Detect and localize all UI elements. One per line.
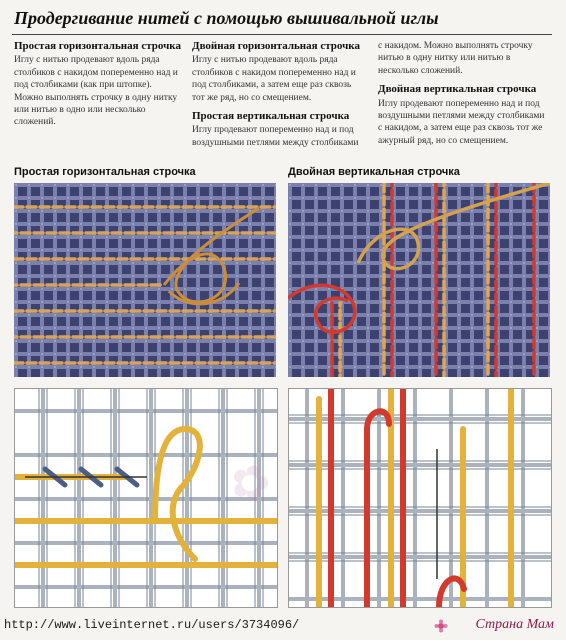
source-url[interactable]: http://www.liveinternet.ru/users/3734096/ bbox=[4, 618, 300, 632]
heading-simple-vertical: Простая вертикальная строчка bbox=[192, 110, 350, 123]
text-double-horizontal: Иглу с нитью продевают вдоль ряда столбиков с накидом попеременно над и под столбиками, а затем еще раз сквозь тот же ряд, но со смещением. bbox=[192, 55, 356, 103]
heading-double-vertical: Двойная вертикальная строчка bbox=[378, 83, 537, 96]
text-simple-vertical: Иглу продевают попеременно над и под воздушными петлями между столбиками bbox=[192, 125, 359, 148]
heading-double-horizontal: Двойная горизонтальная строчка bbox=[192, 40, 360, 52]
diagram-double-vertical bbox=[288, 388, 552, 608]
photo-simple-horizontal-image bbox=[14, 183, 276, 377]
diagram-simple-horizontal-image bbox=[15, 389, 277, 607]
text-column-1 bbox=[14, 40, 182, 135]
text-simple-horizontal: Иглу с нитью продевают вдоль ряда столбиков с накидом попеременно над и под столбиками (как при штопке). Можно выполнять строчку в одну нитку или нитью в одно или несколько сложений. bbox=[14, 55, 178, 128]
page-title: Продергивание нитей с помощью вышивальной иглы bbox=[14, 8, 439, 28]
brand-logo-text[interactable]: Страна Мам bbox=[475, 617, 554, 632]
title-divider bbox=[12, 34, 552, 35]
text-double-vertical: Иглу продевают попеременно над и под воздушными петлями между столбиками с накидом, а затем еще раз сквозь тот же ажурный ряд, но со смещением. bbox=[378, 98, 545, 146]
photo-simple-horizontal bbox=[14, 183, 276, 377]
flower-icon bbox=[434, 619, 448, 633]
caption-left: Простая горизонтальная строчка bbox=[14, 166, 196, 178]
heading-simple-horizontal: Простая горизонтальная строчка bbox=[14, 40, 181, 52]
photo-double-vertical bbox=[288, 183, 550, 377]
text-column-2 bbox=[192, 40, 364, 155]
caption-right: Двойная вертикальная строчка bbox=[288, 166, 460, 178]
diagram-simple-horizontal bbox=[14, 388, 278, 608]
diagram-double-vertical-image bbox=[289, 389, 551, 607]
photo-double-vertical-image bbox=[288, 183, 550, 377]
text-simple-vertical-continued: с накидом. Можно выполнять строчку нитью в одну нитку или нитью в несколько сложений. bbox=[378, 41, 533, 76]
text-column-3 bbox=[378, 40, 550, 153]
